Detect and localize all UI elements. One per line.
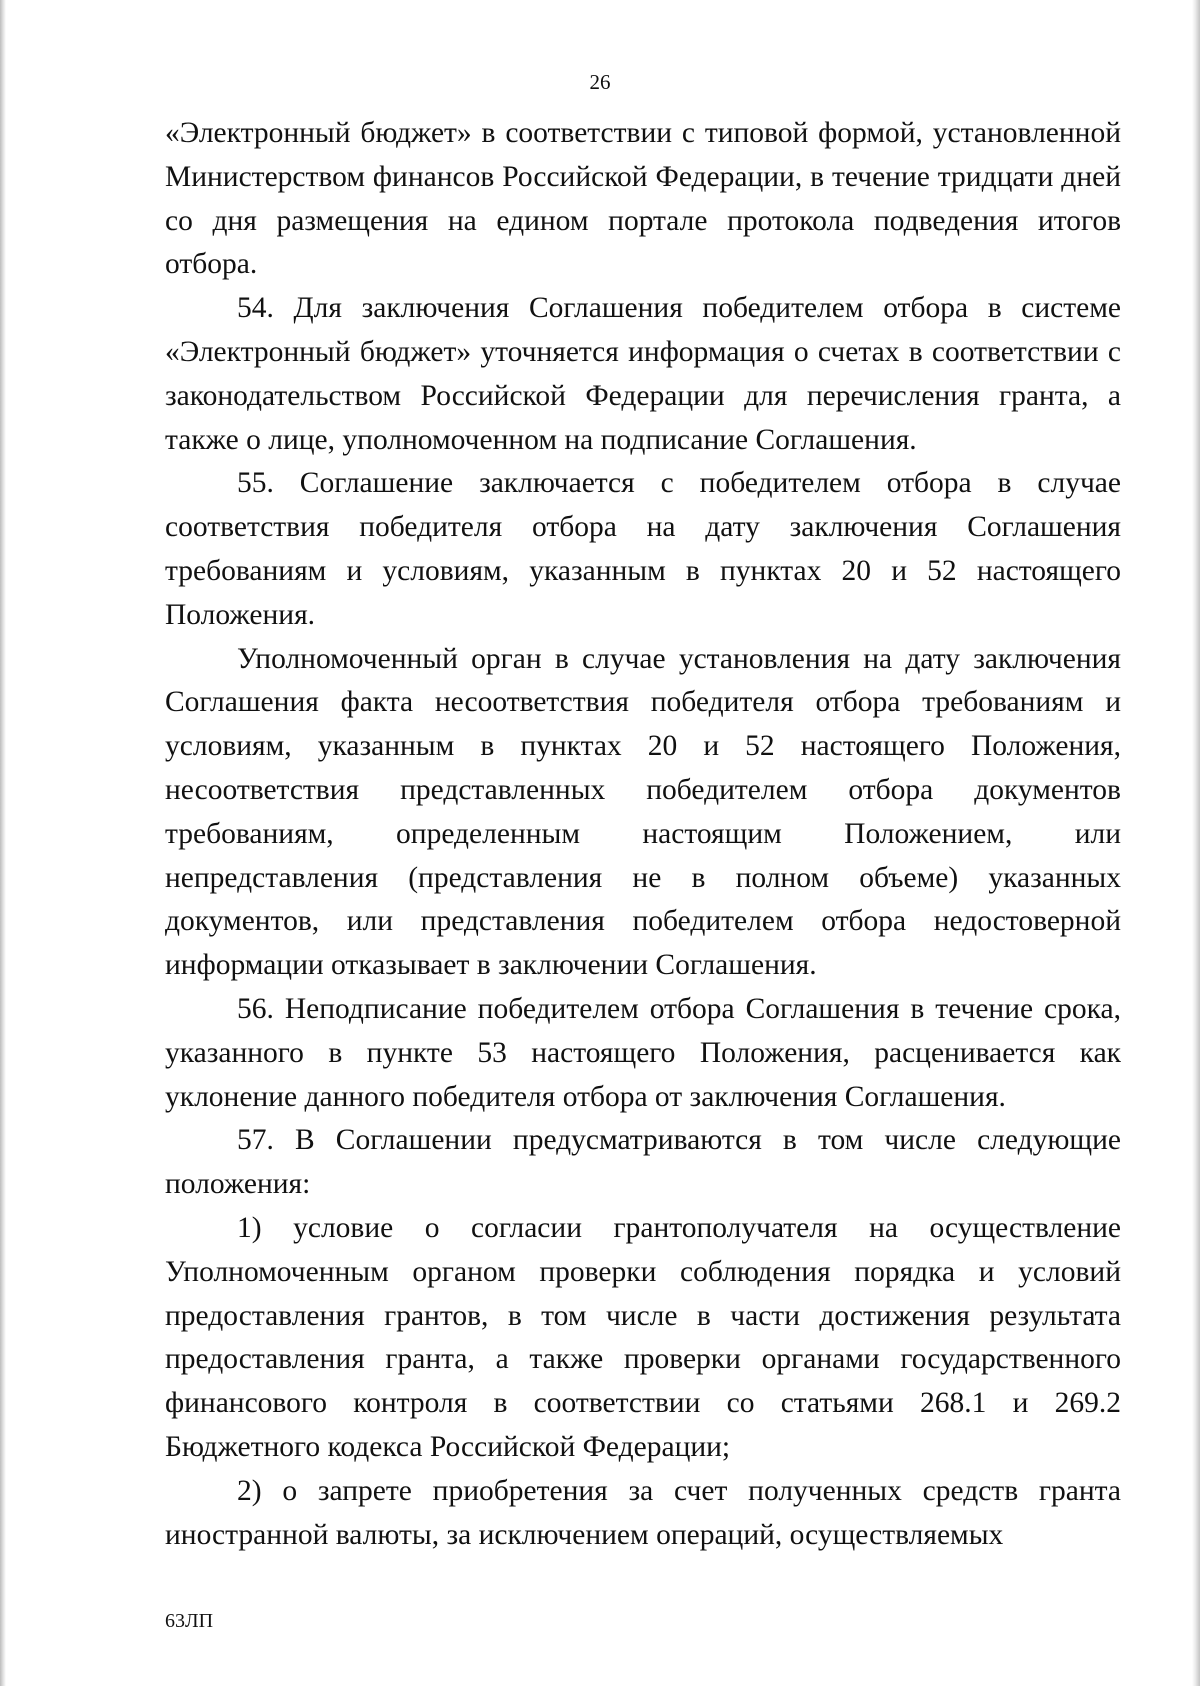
scan-edge-left: [0, 0, 6, 1686]
paragraph-57-item-1: 1) условие о согласии грантополучателя на осуществление Уполномоченным органом проверки соблюдения порядка и условий предоставления грантов, в том числе в части достижения результата предоставления гранта, а также проверки органами государственного финансового контроля в соответствии со статьями 268.1 и 269.2 Бюджетного кодекса Российской Федерации;: [165, 1211, 1121, 1463]
scan-edge-right: [1192, 0, 1200, 1686]
page-number: 26: [589, 70, 611, 94]
footer-code: 63ЛП: [165, 1610, 214, 1632]
paragraph-57: 57. В Соглашении предусматриваются в том числе следующие положения:: [165, 1124, 1121, 1201]
paragraph-54: 54. Для заключения Соглашения победителем отбора в системе «Электронный бюджет» уточняется информация о счетах в соответствии с законодательством Российской Федерации для перечисления гранта, а также о лице, уполномоченном на подписание Соглашения.: [165, 292, 1121, 456]
paragraph-55: 55. Соглашение заключается с победителем отбора в случае соответствия победителя отбора на дату заключения Соглашения требованиям и условиям, указанным в пунктах 20 и 52 настоящего Положения.: [165, 467, 1121, 631]
document-body: [165, 112, 1121, 1557]
paragraph-continuation: «Электронный бюджет» в соответствии с типовой формой, установленной Министерством финансов Российской Федерации, в течение тридцати дней со дня размещения на едином портале протокола подведения итогов отбора.: [165, 117, 1121, 281]
paragraph-56: 56. Неподписание победителем отбора Соглашения в течение срока, указанного в пункте 53 настоящего Положения, расценивается как уклонение данного победителя отбора от заключения Соглашения.: [165, 992, 1121, 1113]
paragraph-55-refusal: Уполномоченный орган в случае установления на дату заключения Соглашения факта несоответствия победителя отбора требованиям и условиям, указанным в пунктах 20 и 52 настоящего Положения, несоответствия представленных победителем отбора документов требованиям, определенным настоящим Положением, или непредставления (представления не в полном объеме) указанных документов, или представления победителем отбора недостоверной информации отказывает в заключении Соглашения.: [165, 642, 1121, 982]
paragraph-57-item-2: 2) о запрете приобретения за счет полученных средств гранта иностранной валюты, за исключением операций, осуществляемых: [165, 1474, 1121, 1551]
